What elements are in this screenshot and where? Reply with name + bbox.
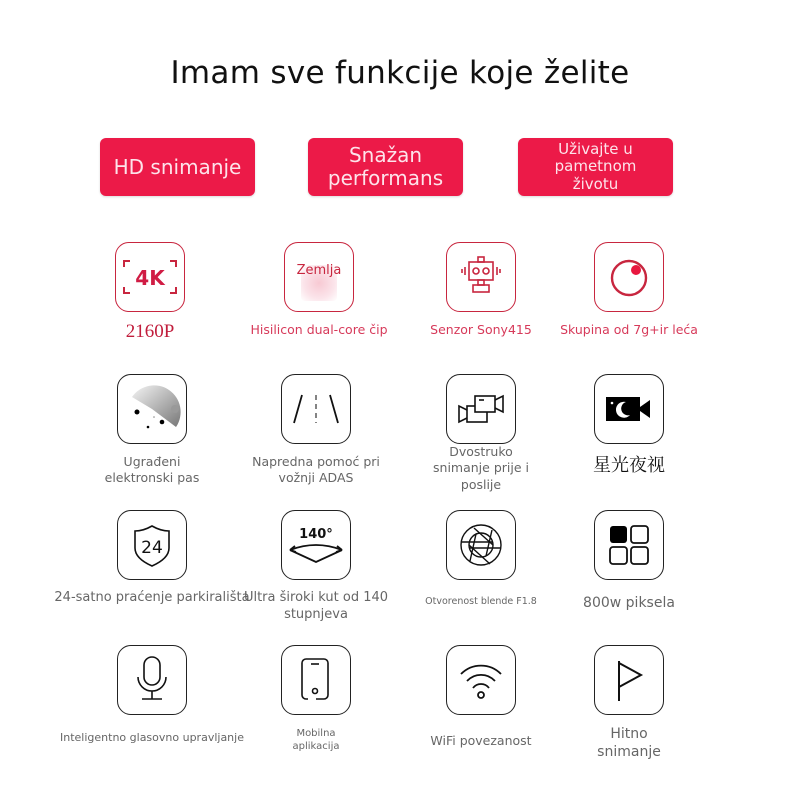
feature-label: 2160P [125, 321, 175, 342]
night-camera-icon [594, 374, 664, 444]
chip-icon: Zemlja [284, 242, 354, 312]
highlight-performance [308, 138, 463, 196]
feature-mobile-app [226, 645, 406, 753]
feature-resolution [539, 510, 719, 612]
feature-chip [229, 242, 409, 338]
feature-radar [62, 374, 242, 487]
feature-label: Inteligentno glasovno upravljanje [60, 731, 244, 744]
highlight-smart-life [518, 138, 673, 196]
feature-label: 24-satno praćenje parkirališta [54, 590, 250, 605]
feature-label: Hitno snimanje [597, 726, 661, 761]
road-lanes-icon [281, 374, 351, 444]
svg-text:140°: 140° [299, 527, 333, 542]
radar-icon [117, 374, 187, 444]
feature-label: 800w piksela [583, 595, 675, 611]
feature-label: WiFi povezanost [430, 733, 532, 748]
feature-parking-monitor [54, 510, 250, 607]
flag-icon [594, 645, 664, 715]
4k-icon [115, 242, 185, 312]
feature-label: Otvorenost blende F1.8 [425, 596, 537, 607]
feature-4k [60, 242, 240, 345]
highlight-label: HD snimanje [113, 154, 242, 179]
aperture-icon [446, 510, 516, 580]
feature-label: Skupina od 7g+ir leća [560, 322, 698, 337]
feature-label: Senzor Sony415 [430, 322, 532, 337]
feature-starlight-night-vision [539, 374, 719, 477]
feature-label: Hisilicon dual-core čip [250, 322, 388, 337]
highlight-label: Snažan performans [327, 143, 444, 190]
feature-label: Ugrađeni elektronski pas [104, 454, 200, 486]
microphone-icon [117, 645, 187, 715]
phone-icon [281, 645, 351, 715]
shield-24-icon [117, 510, 187, 580]
highlight-label: Uživajte u pametnom životu [554, 140, 637, 193]
wide-angle-icon [281, 510, 351, 580]
feature-label: Napredna pomoć pri vožnji ADAS [252, 454, 380, 486]
lens-icon [594, 242, 664, 312]
feature-label: 星光夜视 [593, 455, 665, 476]
pixels-grid-icon [594, 510, 664, 580]
feature-adas [226, 374, 406, 487]
robot-sensor-icon [446, 242, 516, 312]
feature-voice-control [62, 645, 242, 745]
feature-wide-angle [226, 510, 406, 624]
dual-camera-icon [446, 374, 516, 444]
wifi-icon [446, 645, 516, 715]
svg-text:4K: 4K [135, 266, 165, 290]
feature-label: Dvostruko snimanje prije i poslije [433, 444, 529, 492]
feature-lens [539, 242, 719, 338]
page-title: Imam sve funkcije koje želite [170, 55, 630, 91]
highlight-hd-recording [100, 138, 255, 196]
feature-emergency-recording [539, 645, 719, 761]
svg-text:24: 24 [141, 538, 163, 558]
feature-label: Mobilna aplikacija [292, 728, 340, 752]
feature-label: Ultra široki kut od 140 stupnjeva [243, 590, 389, 622]
